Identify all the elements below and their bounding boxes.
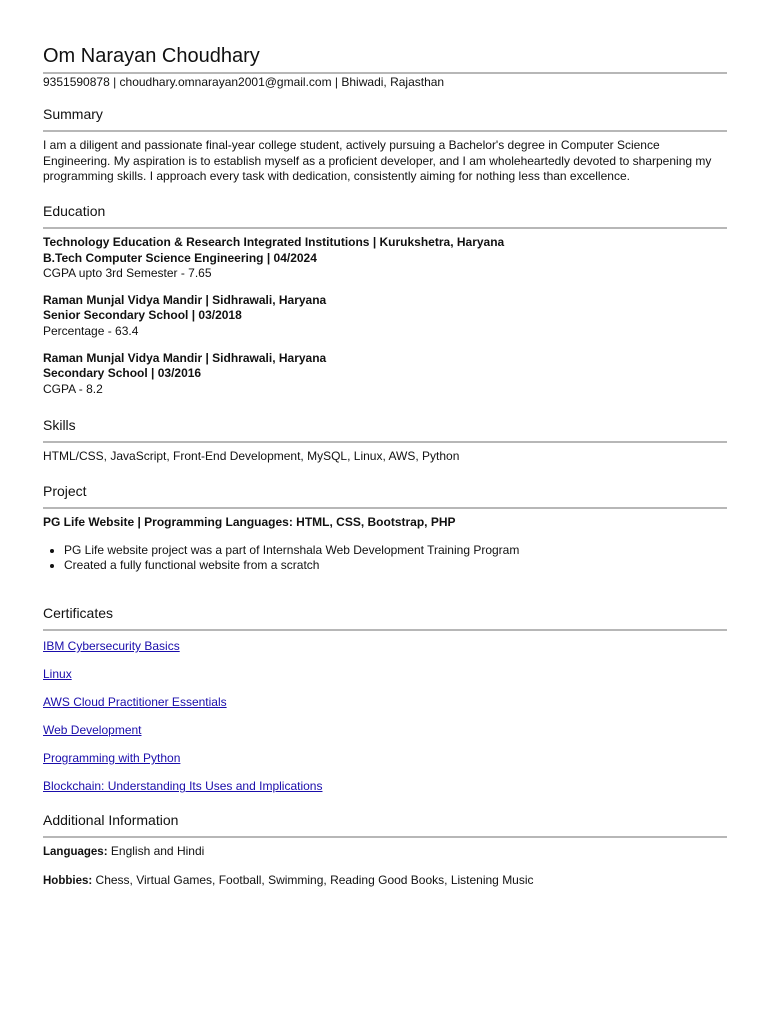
certificate-link[interactable]: Linux [43, 667, 72, 681]
education-score: CGPA upto 3rd Semester - 7.65 [43, 266, 212, 281]
education-entry [43, 351, 727, 398]
list-item: • PG Life website project was a part of Internshala Web Development Training Program [64, 543, 727, 559]
education-divider [43, 227, 727, 229]
education-degree: Secondary School | 03/2016 [43, 366, 202, 381]
additional-title: Additional Information [43, 812, 179, 828]
languages-label: Languages: [43, 846, 108, 858]
certificate-link[interactable]: Web Development [43, 723, 142, 737]
certificates-divider [43, 629, 727, 631]
education-institution: Raman Munjal Vidya Mandir | Sidhrawali, Haryana [43, 292, 327, 307]
education-institution: Technology Education & Research Integrated Institutions | Kurukshetra, Haryana [43, 235, 505, 249]
summary-divider [43, 130, 727, 132]
education-degree: B.Tech Computer Science Engineering | 04/2024 [43, 250, 317, 265]
certificates-title: Certificates [43, 605, 114, 621]
list-item: • Created a fully functional website from a scratch [64, 558, 727, 574]
project-divider [43, 507, 727, 509]
skills-title: Skills [43, 417, 76, 433]
education-score: CGPA - 8.2 [43, 381, 103, 396]
education-score: Percentage - 63.4 [43, 323, 139, 338]
education-institution: Raman Munjal Vidya Mandir | Sidhrawali, Haryana [43, 350, 327, 365]
project-bullets [43, 543, 727, 574]
certificate-link[interactable]: Blockchain: Understanding Its Uses and Implications [43, 779, 323, 793]
hobbies-value: Chess, Virtual Games, Football, Swimming, Reading Good Books, Listening Music [95, 872, 534, 887]
certificate-link[interactable]: IBM Cybersecurity Basics [43, 639, 180, 653]
certificates-section [43, 603, 727, 805]
summary-title: Summary [43, 106, 103, 122]
resume-header [43, 42, 727, 90]
summary-text: I am a diligent and passionate final-year college student, actively pursuing a Bachelor's degree in Computer Science Engineering. My aspiration is to establish myself as a proficient developer, and I am wholeheartedly devoted to sharpening my programming skills. I approach every task with dedication, consistently aiming for nothing less than excellence. [43, 138, 712, 184]
skills-divider [43, 441, 727, 443]
summary-section [43, 104, 727, 185]
education-degree: Senior Secondary School | 03/2018 [43, 308, 242, 323]
certificate-link[interactable]: Programming with Python [43, 751, 181, 765]
education-entry [43, 293, 727, 340]
project-title: Project [43, 483, 87, 499]
skills-section [43, 415, 727, 465]
education-entry [43, 235, 727, 282]
languages-line [43, 844, 727, 861]
contact-line: 9351590878 | choudhary.omnarayan2001@gmail.com | Bhiwadi, Rajasthan [43, 75, 445, 89]
project-heading: PG Life Website | Programming Languages: HTML, CSS, Bootstrap, PHP [43, 515, 456, 529]
hobbies-line [43, 873, 727, 890]
skills-text: HTML/CSS, JavaScript, Front-End Development, MySQL, Linux, AWS, Python [43, 449, 460, 463]
additional-section [43, 810, 727, 889]
additional-divider [43, 836, 727, 838]
hobbies-label: Hobbies: [43, 874, 93, 887]
project-section [43, 481, 727, 574]
education-section [43, 201, 727, 397]
candidate-name: Om Narayan Choudhary [43, 45, 260, 67]
certificate-link[interactable]: AWS Cloud Practitioner Essentials [43, 695, 227, 709]
languages-value: English and Hindi [110, 844, 205, 858]
education-title: Education [43, 203, 106, 219]
